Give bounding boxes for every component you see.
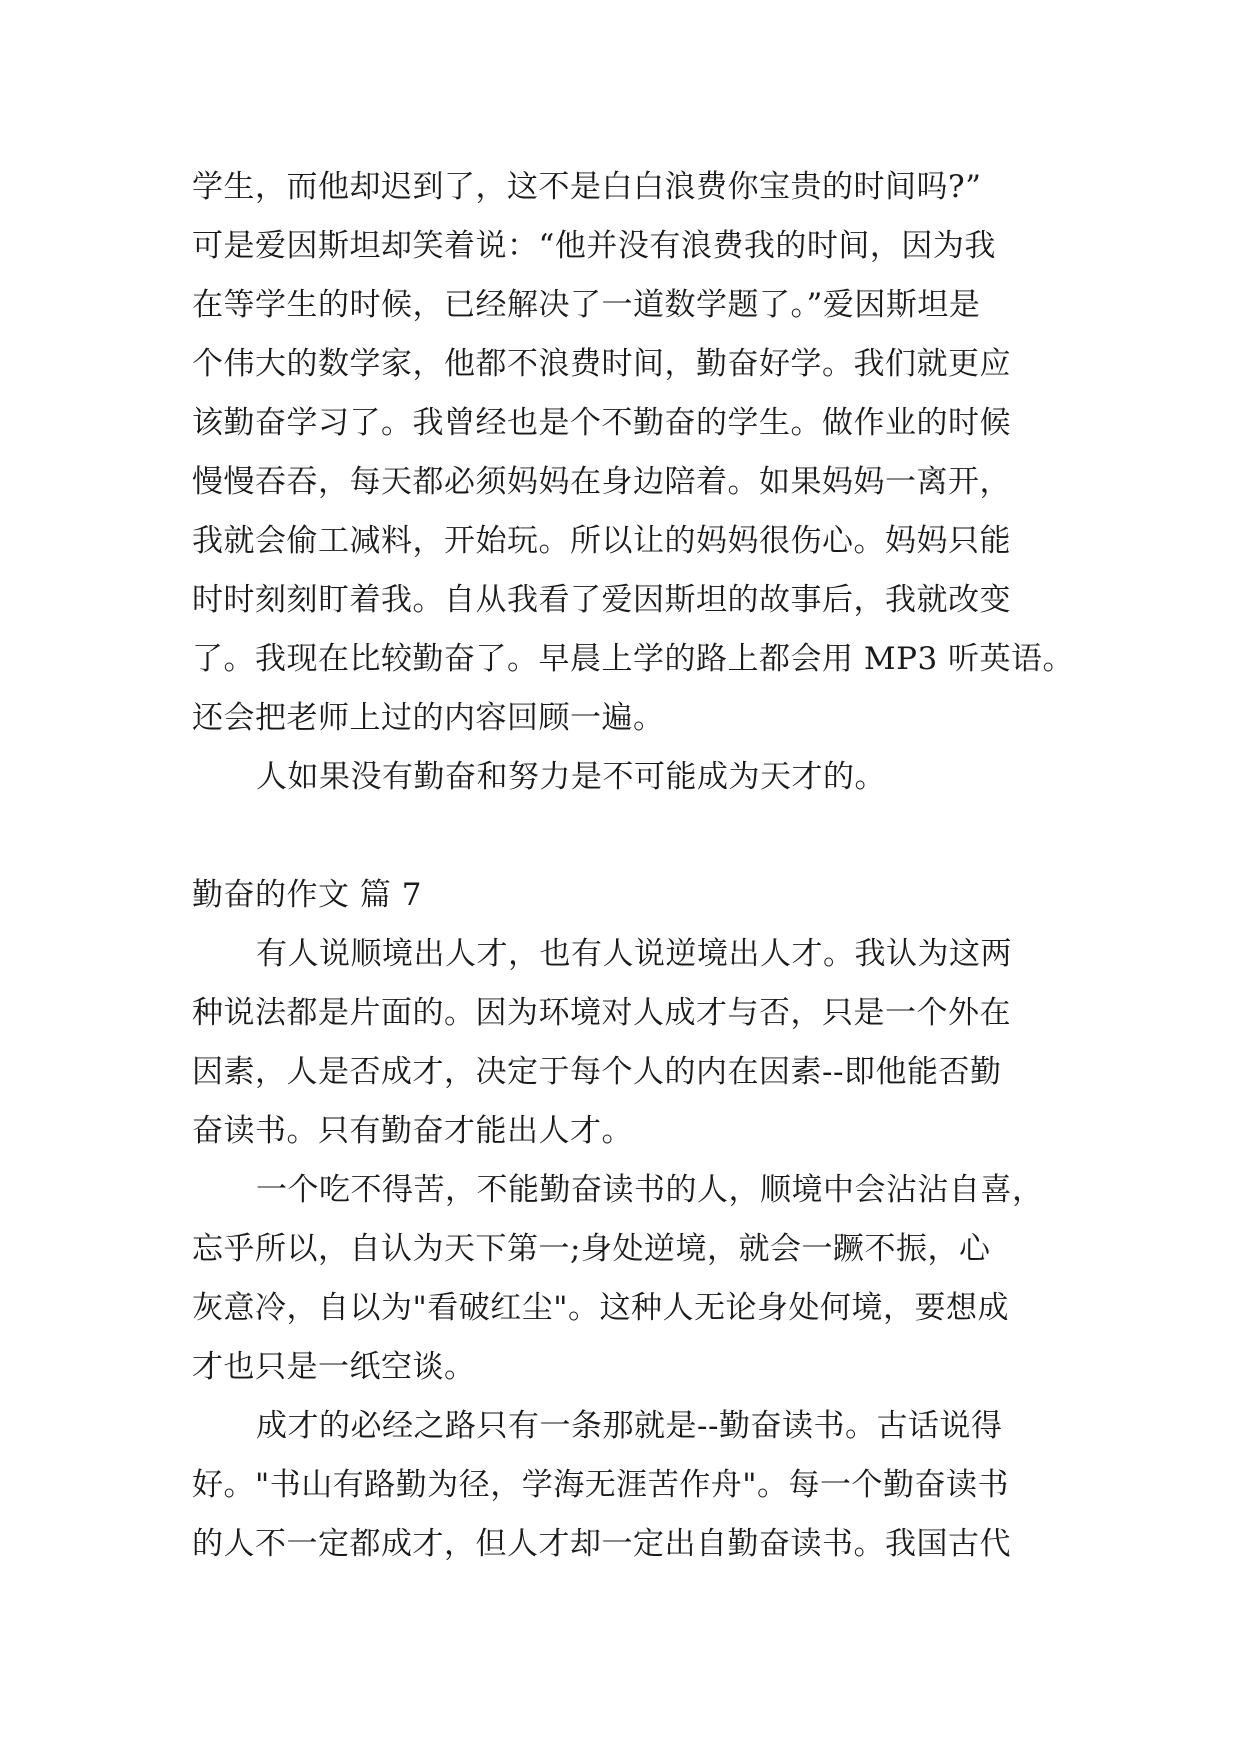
text-line: 在等学生的时候，已经解决了一道数学题了。”爱因斯坦是 (192, 287, 981, 323)
text-line: 一个吃不得苦，不能勤奋读书的人，顺境中会沾沾自喜， (256, 1172, 1044, 1208)
text-line: 学生，而他却迟到了，这不是白白浪费你宝贵的时间吗?” (192, 169, 982, 205)
text-line: 成才的必经之路只有一条那就是--勤奋读书。古话说得 (256, 1408, 1003, 1444)
text-line: 有人说顺境出人才，也有人说逆境出人才。我认为这两 (256, 936, 1012, 972)
text-line: 忘乎所以，自认为天下第一;身处逆境，就会一蹶不振，心 (192, 1231, 991, 1267)
text-line: 的人不一定都成才，但人才却一定出自勤奋读书。我国古代 (192, 1526, 1011, 1562)
paragraph-1 (192, 925, 1052, 1161)
text-line: 可是爱因斯坦却笑着说：“他并没有浪费我的时间，因为我 (192, 228, 996, 264)
text-line: 时时刻刻盯着我。自从我看了爱因斯坦的故事后，我就改变 (192, 582, 1011, 618)
text-line: 奋读书。只有勤奋才能出人才。 (192, 1113, 633, 1149)
text-line: 才也只是一纸空谈。 (192, 1349, 476, 1385)
text-line: 个伟大的数学家，他都不浪费时间，勤奋好学。我们就更应 (192, 346, 1011, 382)
text-line: 好。"书山有路勤为径，学海无涯苦作舟"。每一个勤奋读书 (192, 1467, 1010, 1503)
text-line: 了。我现在比较勤奋了。早晨上学的路上都会用 MP3 听英语。 (192, 641, 1075, 677)
text-line: 种说法都是片面的。因为环境对人成才与否，只是一个外在 (192, 995, 1011, 1031)
document-page (192, 158, 1075, 1574)
paragraph-3 (192, 1397, 1052, 1574)
section-heading: 勤奋的作文 篇 7 (192, 877, 422, 913)
text-line: 该勤奋学习了。我曾经也是个不勤奋的学生。做作业的时候 (192, 405, 1011, 441)
paragraph-2 (192, 1161, 1052, 1397)
section-gap (192, 807, 1052, 866)
text-line: 我就会偷工减料，开始玩。所以让的妈妈很伤心。妈妈只能 (192, 523, 1011, 559)
text-line: 灰意冷，自以为"看破红尘"。这种人无论身处何境，要想成 (192, 1290, 1010, 1326)
text-line: 还会把老师上过的内容回顾一遍。 (192, 700, 665, 736)
paragraph-continuation (192, 158, 1075, 748)
text-line: 慢慢吞吞，每天都必须妈妈在身边陪着。如果妈妈一离开， (192, 464, 1011, 500)
closing-paragraph: 人如果没有勤奋和努力是不可能成为天才的。 (256, 759, 886, 795)
text-line: 因素，人是否成才，决定于每个人的内在因素--即他能否勤 (192, 1054, 1002, 1090)
